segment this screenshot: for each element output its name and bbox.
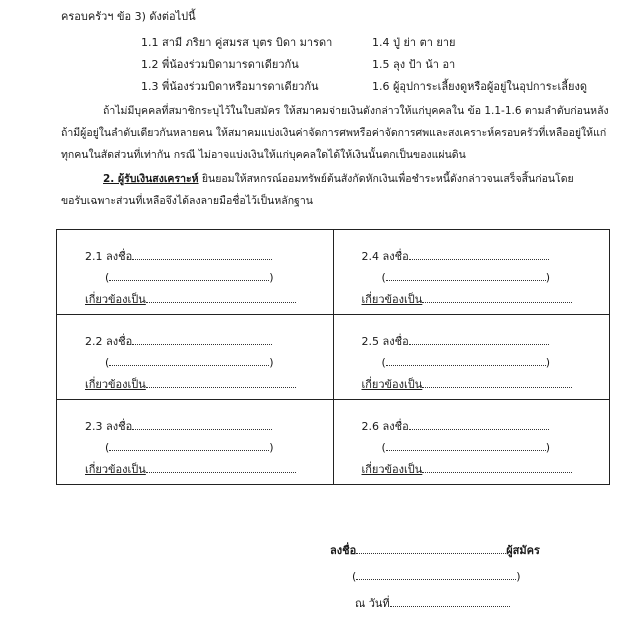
relation-line[interactable] xyxy=(422,462,572,473)
relation-label: เกี่ยวข้องเป็น xyxy=(85,293,146,306)
applicant-name-line[interactable] xyxy=(356,569,516,580)
paren-close: ) xyxy=(269,441,274,454)
paren-open: ( xyxy=(381,441,386,454)
paren-open: ( xyxy=(105,441,110,454)
date-line[interactable] xyxy=(390,596,510,607)
paren-close: ) xyxy=(516,570,521,583)
applicant-sign-row xyxy=(330,543,540,556)
heir-item-1-1: 1.1 สามี ภริยา คู่สมรส บุตร บิดา มารดา xyxy=(141,36,333,49)
signature-line[interactable] xyxy=(132,249,272,260)
signature-line[interactable] xyxy=(132,334,272,345)
cell-number: 2.5 xyxy=(361,335,379,348)
heir-item-1-5: 1.5 ลุง ป้า น้า อา xyxy=(372,58,456,71)
paren-close: ) xyxy=(269,356,274,369)
name-line[interactable] xyxy=(386,270,546,281)
applicant-signature-line[interactable] xyxy=(356,543,506,554)
name-line[interactable] xyxy=(386,355,546,366)
relation-line[interactable] xyxy=(146,377,296,388)
paren-close: ) xyxy=(545,271,551,284)
sign-label: ลงชื่อ xyxy=(382,420,409,433)
applicant-date-row xyxy=(355,596,510,609)
sign-label: ลงชื่อ xyxy=(382,335,409,348)
relation-label: เกี่ยวข้องเป็น xyxy=(361,378,423,391)
paren-close: ) xyxy=(545,441,551,454)
signature-table xyxy=(56,229,610,485)
signature-cell-2-2 xyxy=(57,315,334,400)
section-2-line-1 xyxy=(103,174,574,185)
heir-item-1-4: 1.4 ปู่ ย่า ตา ยาย xyxy=(372,36,456,49)
section-2-text: ยินยอมให้สหกรณ์ออมทรัพย์ต้นสังกัดหักเงินเพื่อชำระหนี้ดังกล่าวจนเสร็จสิ้นก่อนโดย xyxy=(198,173,574,185)
signature-cell-2-3 xyxy=(57,400,334,485)
signature-line[interactable] xyxy=(409,249,549,260)
signature-cell-2-6 xyxy=(333,400,610,485)
cell-number: 2.6 xyxy=(361,420,379,433)
cell-number: 2.4 xyxy=(361,250,379,263)
relation-label: เกี่ยวข้องเป็น xyxy=(361,293,423,306)
applicant-role: ผู้สมัคร xyxy=(506,544,540,557)
cell-number: 2.3 xyxy=(85,420,103,433)
signature-cell-2-5 xyxy=(333,315,610,400)
paren-close: ) xyxy=(545,356,551,369)
signature-cell-2-4 xyxy=(333,230,610,315)
sign-label: ลงชื่อ xyxy=(106,420,133,433)
relation-line[interactable] xyxy=(146,292,296,303)
cell-number: 2.1 xyxy=(85,250,103,263)
relation-line[interactable] xyxy=(146,462,296,473)
signature-line[interactable] xyxy=(409,419,549,430)
relation-label: เกี่ยวข้องเป็น xyxy=(85,463,146,476)
date-label: ณ วันที่ xyxy=(355,597,390,610)
paragraph-1-line-3: ทุกคนในสัดส่วนที่เท่ากัน กรณี ไม่อาจแบ่งเงินให้แก่บุคคลใดได้ให้เงินนั้นตกเป็นของแผ่นดิน xyxy=(61,149,466,161)
signature-cell-2-1 xyxy=(57,230,334,315)
name-line[interactable] xyxy=(386,440,546,451)
sign-label: ลงชื่อ xyxy=(382,250,409,263)
heir-item-1-2: 1.2 พี่น้องร่วมบิดามารดาเดียวกัน xyxy=(141,58,299,71)
name-line[interactable] xyxy=(109,270,269,281)
intro-line: ครอบครัวฯ ข้อ 3) ดังต่อไปนี้ xyxy=(61,10,196,23)
name-line[interactable] xyxy=(109,355,269,366)
paren-close: ) xyxy=(269,271,274,284)
cell-number: 2.2 xyxy=(85,335,103,348)
paren-open: ( xyxy=(105,356,110,369)
heir-item-1-6: 1.6 ผู้อุปการะเลี้ยงดูหรือผู้อยู่ในอุปการะเลี้ยงดู xyxy=(372,80,587,93)
paren-open: ( xyxy=(381,271,386,284)
section-2-line-2: ขอรับเฉพาะส่วนที่เหลือจึงได้ลงลายมือชื่อไว้เป็นหลักฐาน xyxy=(61,195,313,207)
relation-label: เกี่ยวข้องเป็น xyxy=(85,378,146,391)
relation-label: เกี่ยวข้องเป็น xyxy=(361,463,423,476)
section-2-heading: 2. ผู้รับเงินสงเคราะห์ xyxy=(103,173,199,185)
paragraph-1-line-1: ถ้าไม่มีบุคคลที่สมาชิกระบุไว้ในใบสมัคร ให้สมาคมจ่ายเงินดังกล่าวให้แก่บุคคลใน ข้อ 1.1-1.6 ตามลำดับก่อนหลัง xyxy=(103,105,609,117)
relation-line[interactable] xyxy=(422,292,572,303)
paren-open: ( xyxy=(381,356,386,369)
signature-line[interactable] xyxy=(409,334,549,345)
signature-line[interactable] xyxy=(132,419,272,430)
sign-label: ลงชื่อ xyxy=(106,250,133,263)
paren-open: ( xyxy=(352,570,357,583)
applicant-sign-label: ลงชื่อ xyxy=(330,544,357,557)
name-line[interactable] xyxy=(109,440,269,451)
paren-open: ( xyxy=(105,271,110,284)
sign-label: ลงชื่อ xyxy=(106,335,133,348)
applicant-name-row xyxy=(352,569,521,582)
heir-item-1-3: 1.3 พี่น้องร่วมบิดาหรือมารดาเดียวกัน xyxy=(141,80,319,93)
relation-line[interactable] xyxy=(422,377,572,388)
paragraph-1-line-2: ถ้ามีผู้อยู่ในลำดับเดียวกันหลายคน ให้สมาคมแบ่งเงินค่าจัดการศพหรือค่าจัดการศพและสงเคราะห์ครอบครัวที่เหลืออยู่ให้แก่ xyxy=(61,127,607,139)
